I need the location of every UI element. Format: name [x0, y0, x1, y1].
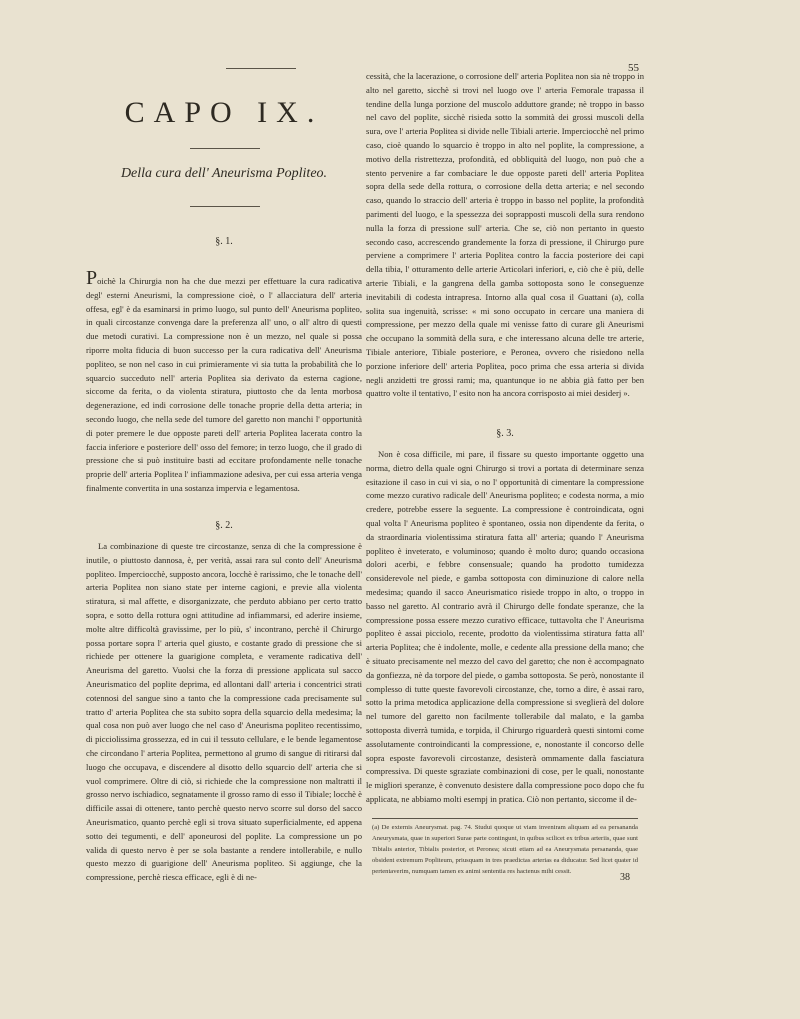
- footnote: (a) De externis Aneurysmat. pag. 74. Studui quoque ut viam inveniram aliquam ad ea persananda Aneurysmata, quae in superiori Surae parte contingunt, in quibus scilicet ex tribus arteriis, quae sunt Tibialis anterior, Tibialis posterior, et Peronea; sicuti etiam ad ea Aneurysmata persananda, quae obsident extremum Popliteum, priusquam in tres praedictas arterias ea diducatur. Sed licet quater id pertentaverim, numquam tamen ex animi sententia res hactenus mihi cessit.: [372, 824, 638, 875]
- paragraph-text: La combinazione di queste tre circostanze, senza di che la compressione è inutile, o piuttosto dannosa, è, per verità, assai rara sul conto dell' Aneurisma popliteo. Imperciocchè, supposto ancora, locchè è rarissimo, che le tonache dell' arteria Poplitea non siano state per interne cagioni, e previe alla violenta stiratura, si mal affette, e disorganizzate, che perduto abbiano per certo tratto sopra, e sotto della rottura ogni attitudine ad infiammarsi, ed aderire insieme, molte altre difficoltà gravissime, per lo più, s' incontrano, perchè il Chirurgo possa portare sopra l' arteria quel giusto, e costante grado di pressione che si richiede per ottenere la guarigione completa, e veramente radicativa dell' Aneurisma del garetto. Vuolsi che la forza di pressione applicata sul sacco Aneurismatico del poplite deprima, ed allontani dall' arteria i concentrici strati cotennosi del sangue sino a tanto che la compressione cada precisamente sul tratto d' arteria Poplitea che sta subito sopra della squarcio della medesima; la qual cosa non può aver luogo che nel caso d' Aneurisma popliteo recentissimo, di picciolissima grossezza, ed in cui il tessuto cellulare, e le bende legamentose che circondano l' arteria Poplitea, permettono al grumo di sangue di ritirarsi dal luogo che occupava, e discendere al disotto dello squarcio dell' arteria che si vuol comprimere. Oltre di ciò, si richiede che la compressione non maltratti il grosso nervo ischiadico, segnatamente il grosso ramo di esso il Tibiale; locchè è difficile assai di ottenere, tanto perchè questo nervo scorre sul dorso del sacco Aneurismatico, quanto perchè egli si trova situato superficialmente, ed appena sotto dei tegumenti, e dell' aponeurosi del poplite. La compressione un po valida di questo nervo è per se sola bastante a rendere intollerabile, e nullo questo mezzo di guarigione dell' Aneurisma popliteo. Si aggiunge, che la compressione, perchè riesca efficace, egli è di ne-: [86, 541, 362, 883]
- section-mark-2: §. 2.: [215, 520, 233, 531]
- section-mark-1: §. 1.: [215, 236, 233, 247]
- top-rule: [226, 68, 296, 69]
- drop-cap: P: [86, 267, 98, 289]
- right-paragraph-1: [366, 70, 644, 401]
- signature-mark: 38: [620, 872, 630, 883]
- footnote-rule: [372, 818, 638, 819]
- rule-above-subtitle: [190, 148, 260, 149]
- chapter-title: CAPO IX.: [124, 96, 324, 129]
- left-paragraph-2: [86, 540, 362, 885]
- chapter-subtitle: Della cura dell' Aneurisma Popliteo.: [120, 166, 328, 181]
- left-paragraph-1: [86, 267, 362, 496]
- right-paragraph-2: [366, 448, 644, 807]
- paragraph-text: oichè la Chirurgia non ha che due mezzi per effettuare la cura radicativa degl' esterni Aneurismi, la compressione cioè, o l' allacciatura dell' arteria offesa, egl' è da esaminarsi in primo luogo, sul punto dell' Aneurisma popliteo, in quali circostanze convenga dare la preferenza all' uno, o all' altro di questi due metodi curativi. La compressione non è un mezzo, nel quale si possa riporre molta fiducia di buon successo per la cura radicativa dell' Aneurisma popliteo, se non nel caso in cui primieramente vi sia tutta la probabilità che lo squarcio succeduto nell' arteria Poplitea sia derivato da esterna cagione, siccome da ferita, o da violenta stiratura, piuttosto che da lenta morbosa degenerazione, ed indi corrosione delle tonache proprie della detta arteria; in secondo luogo, che nella sede del tumore del garetto non manchi l' opportunità di poter premere le due opposte pareti dell' arteria Poplitea lacerata contro la faccia inferiore e posteriore dell' osso del femore; in terzo luogo, che il grado di pressione che si può instituire basti ad eccitare profondamente nelle tonache proprie dell' arteria Poplitea l' infiammazione adesiva, per cui essa arteria venga finalmente convertita in una sostanza imperviа e legamentosa.: [86, 276, 362, 493]
- rule-below-subtitle: [190, 206, 260, 207]
- page-number: 55: [628, 62, 639, 74]
- paragraph-text: cessità, che la lacerazione, o corrosione dell' arteria Poplitea non sia nè troppo in alto nel garetto, sicchè si trovi nel luogo ove l' arteria Femorale trapassa il tendine della lunga porzione del muscolo adduttore grande; nè troppo in basso nel cavo del poplite, sicchè risieda sotto la sommità dei grossi muscoli della sura, ove l' arteria Poplitea si divide nelle Tibiali arterie. Imperciocchè nel primo caso, cioè quando lo squarcio è troppo in alto nel poplite, la compressione, a motivo della ristrettezza, profondità, ed obbliquità del luogo, non può che a stento pervenire a far combaciare le due opposte pareti dell' arteria Poplitea sopra della sede della rottura, o corrosione della detta arteria; e nel secondo caso, quando lo straccio dell' arteria è troppo in basso nel poplite, la profondità parimenti del luogo, e la spessezza dei soprapposti muscoli della sura rendono nulla la forza di pressione sull' arteria. Che se, ciò non pertanto in questo secondo caso, accrescendo grandemente la forza di pressione, il Chirurgo pure perviene a comprimere l' arteria Poplitea contro la faccia posteriore dei capi della tibia, l' otturamento delle arterie Articolari inferiori, e, ciò che è più, delle arterie Tibiali, e la gangrena della gamba sottoposta sono le conseguenze inevitabili di codesta intrapresa. Intorno alla qual cosa il Guattani (a), colla solita sua ingenuità, scrisse: « mi sono occupato in cercare una maniera di compressione, per mezzo della quale mi venisse fatto di curare gli Aneurismi che occupano la sommità della sura, e che interessano alcuna delle tre arterie, Tibiale anteriore, Tibiale posteriore, e Peronea, ovvero che risiedono nella porzione inferiore dell' arteria Poplitea, poco prima che essa arteria si divida negli anzidetti tre grossi rami; ma, quantunque io ne abbia già fatto per ben quattro volte il tentativo, l' esito non ha ancora corrisposto ai miei desiderj ».: [366, 71, 644, 399]
- section-mark-3: §. 3.: [496, 428, 514, 439]
- paragraph-text: Non è cosa difficile, mi pare, il fissare su questo importante oggetto una norma, dietro della quale ogni Chirurgo si trovi a portata di determinare senza esitazione il caso in cui vi sia, o no l' opportunità di cimentare la compressione come mezzo curativo radicale dell' Aneurisma popliteo; e codesta norma, a mio credere, potrebbe essere la seguente. La compressione è controindicata, ogni qual volta l' Aneurisma popliteo è spontaneo, ossia non dipendente da ferita, o da straordinaria violentissima stiratura fatta all' arteria; quando l' Aneurisma popliteo è inveterato, e voluminoso; quando è molto duro; quando occasiona dolori acerbi, e febbre consensuale; quando ha prodotto tumidezza considerevole nel piede, e gamba sottoposta con diminuzione di calore nella medesima; quando il sacco Aneurismatico risiede troppo in alto, o troppo in basso nel garetto. Al contrario avrà il Chirurgo delle fondate speranze, che la compressione possa essere mezzo curativo efficace, tuttavolta che l' Aneurisma popliteo è assai picciolo, recente, prodotto da violentissima stiratura fatta all' arteria Poplitea; che è indolente, molle, e cedente alla pressione della mano; che è situato precisamente nel mezzo del cavo del garetto; che non è accompagnato da gonfiezza, nè da torpore del piede, o gamba sottoposta. Se però, nonostante il complesso di tutte queste favorevoli circostanze, che, torno a dire, è assai raro, sotto la prima metodica applicazione della compressione si sveglierà del dolore nel tumore del garetto non facilmente tollerabile dal malato, e la gamba sottoposta diverrà tumida, e torpida, il Chirurgo riguarderà questi sintomi come assolutamente controindicanti la compressione, e, nonostante il concorso delle sopra esposte favorevoli circostanze, desisterà ommamente dalla fasciatura compressiva. Di queste sgraziate combinazioni di cose, per le quali, nonostante le migliori speranze, è convenuto desistere dalla compressione poco dopo che fu applicata, ne abbiamo molti esempj in pratica. Ciò non pertanto, siccome il de-: [366, 449, 644, 804]
